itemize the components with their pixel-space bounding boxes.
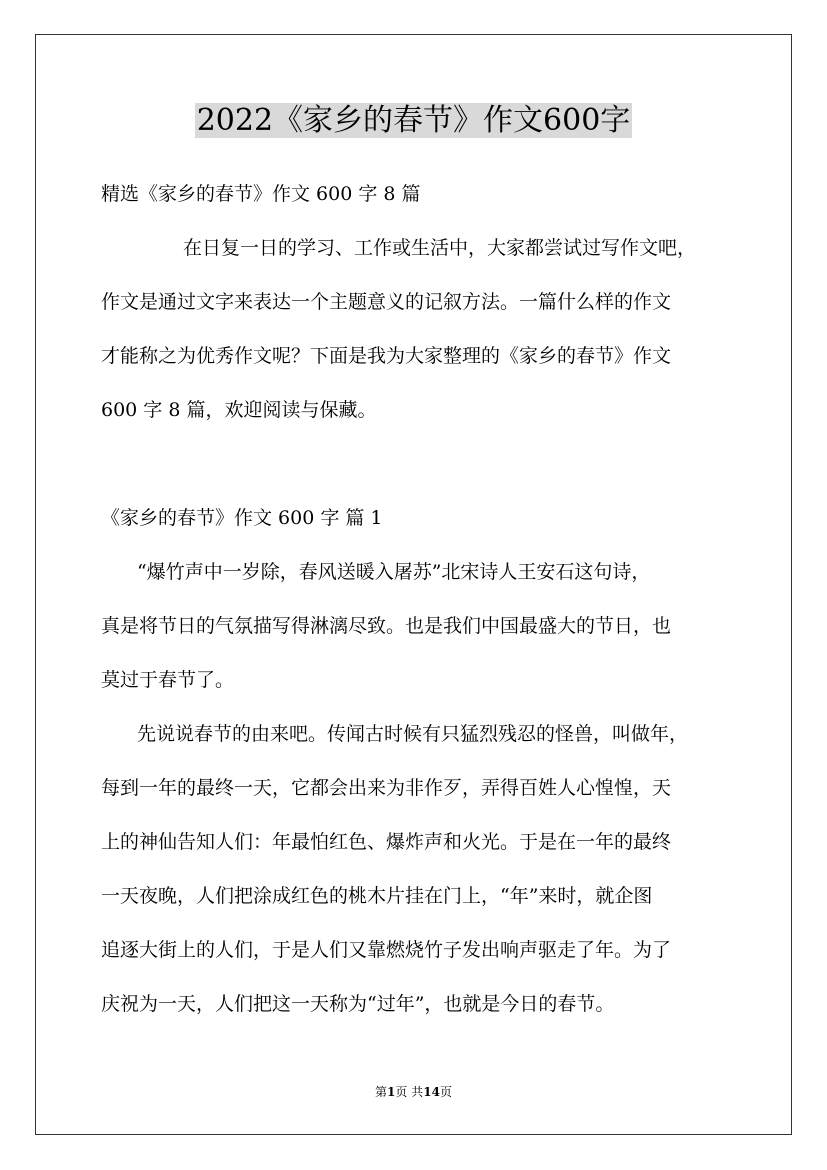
footer-mid: 页 共 — [395, 1085, 424, 1099]
intro-line: 才能称之为优秀作文呢？下面是我为大家整理的《家乡的春节》作文 — [101, 345, 672, 367]
page-footer — [0, 1083, 827, 1101]
paragraph-line: 先说说春节的由来吧。传闻古时候有只猛烈残忍的怪兽，叫做年， — [137, 723, 689, 745]
document-title — [0, 98, 827, 144]
paragraph-line: 莫过于春节了。 — [101, 669, 235, 691]
paragraph-line: 一天夜晚，人们把涂成红色的桃木片挂在门上，“年”来时，就企图 — [101, 885, 653, 907]
page-number: 1 — [387, 1085, 396, 1099]
paragraph-line: 上的神仙告知人们：年最怕红色、爆炸声和火光。于是在一年的最终 — [101, 831, 672, 853]
paragraph-line: 追逐大街上的人们，于是人们又靠燃烧竹子发出响声驱走了年。为了 — [101, 939, 672, 961]
paragraph-line: “爆竹声中一岁除，春风送暖入屠苏”北宋诗人王安石这句诗， — [137, 561, 651, 583]
footer-prefix: 第 — [375, 1085, 388, 1099]
page-total: 14 — [423, 1085, 440, 1099]
paragraph-line: 真是将节日的气氛描写得淋漓尽致。也是我们中国最盛大的节日，也 — [101, 615, 672, 637]
paragraph-line: 每到一年的最终一天，它都会出来为非作歹，弄得百姓人心惶惶，天 — [101, 777, 672, 799]
intro-line: 作文是通过文字来表达一个主题意义的记叙方法。一篇什么样的作文 — [101, 291, 672, 313]
paragraph-line: 庆祝为一天，人们把这一天称为“过年”，也就是今日的春节。 — [101, 993, 615, 1015]
subtitle: 精选《家乡的春节》作文 600 字 8 篇 — [101, 183, 421, 205]
intro-line: 600 字 8 篇，欢迎阅读与保藏。 — [101, 399, 377, 421]
document-title-text: 2022《家乡的春节》作文600字 — [196, 103, 631, 138]
intro-line: 在日复一日的学习、工作或生活中，大家都尝试过写作文吧， — [183, 237, 697, 259]
footer-suffix: 页 — [439, 1085, 452, 1099]
section-heading: 《家乡的春节》作文 600 字 篇 1 — [101, 507, 383, 529]
